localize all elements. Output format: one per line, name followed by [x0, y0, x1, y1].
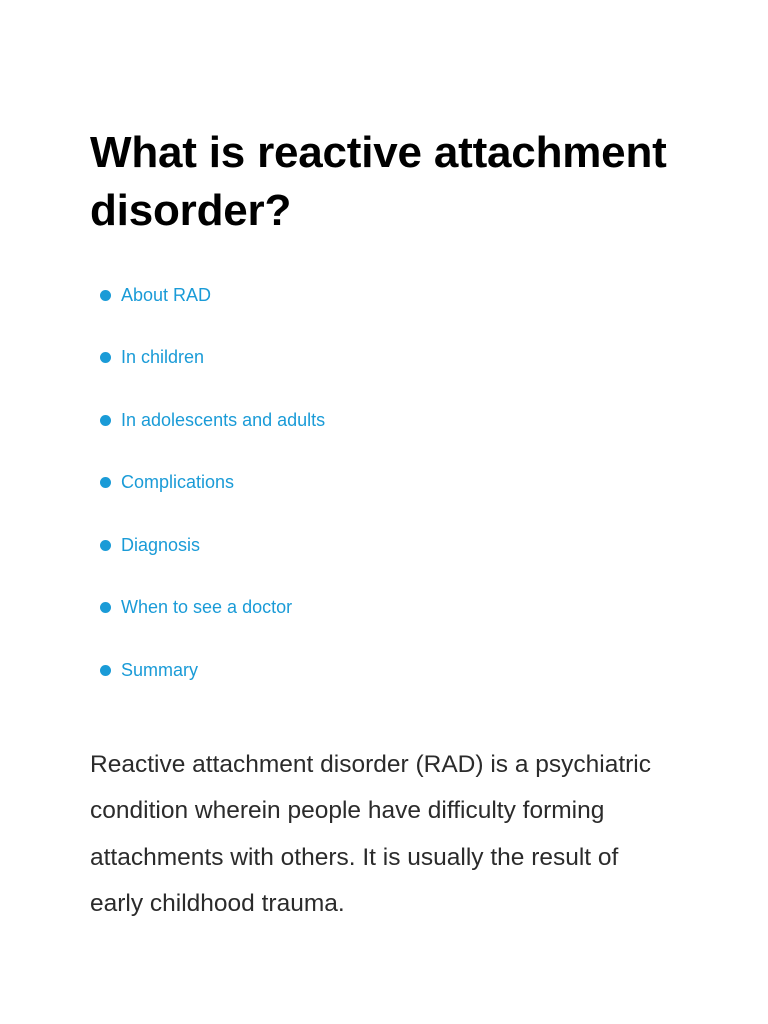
toc-link-summary[interactable]: Summary: [121, 659, 199, 680]
bullet-icon: [100, 290, 111, 301]
toc-item-complications[interactable]: [100, 452, 678, 515]
toc-link-diagnosis[interactable]: Diagnosis: [121, 534, 201, 555]
bullet-icon: [100, 602, 111, 613]
bullet-icon: [100, 540, 111, 551]
bullet-icon: [100, 415, 111, 426]
toc-item-in-children[interactable]: [100, 327, 678, 390]
toc-link-in-children[interactable]: In children: [121, 347, 205, 368]
toc-link-when-to-see-a-doctor[interactable]: When to see a doctor: [121, 597, 293, 618]
bullet-icon: [100, 665, 111, 676]
intro-paragraph: Reactive attachment disorder (RAD) is a psychiatric condition wherein people have difficulty forming attachments with others. It is usually the result of early childhood trauma.: [90, 750, 651, 917]
toc-item-about-rad[interactable]: [100, 264, 678, 327]
toc-item-diagnosis[interactable]: [100, 514, 678, 577]
table-of-contents: [90, 264, 678, 702]
article-title: What is reactive attachment disorder?: [90, 128, 667, 235]
toc-item-in-adolescents-and-adults[interactable]: [100, 389, 678, 452]
bullet-icon: [100, 477, 111, 488]
toc-item-summary[interactable]: [100, 639, 678, 702]
toc-link-complications[interactable]: Complications: [121, 472, 235, 493]
bullet-icon: [100, 352, 111, 363]
toc-link-in-adolescents-and-adults[interactable]: In adolescents and adults: [121, 409, 326, 430]
toc-link-about-rad[interactable]: About RAD: [121, 284, 212, 305]
toc-item-when-to-see-a-doctor[interactable]: [100, 577, 678, 640]
